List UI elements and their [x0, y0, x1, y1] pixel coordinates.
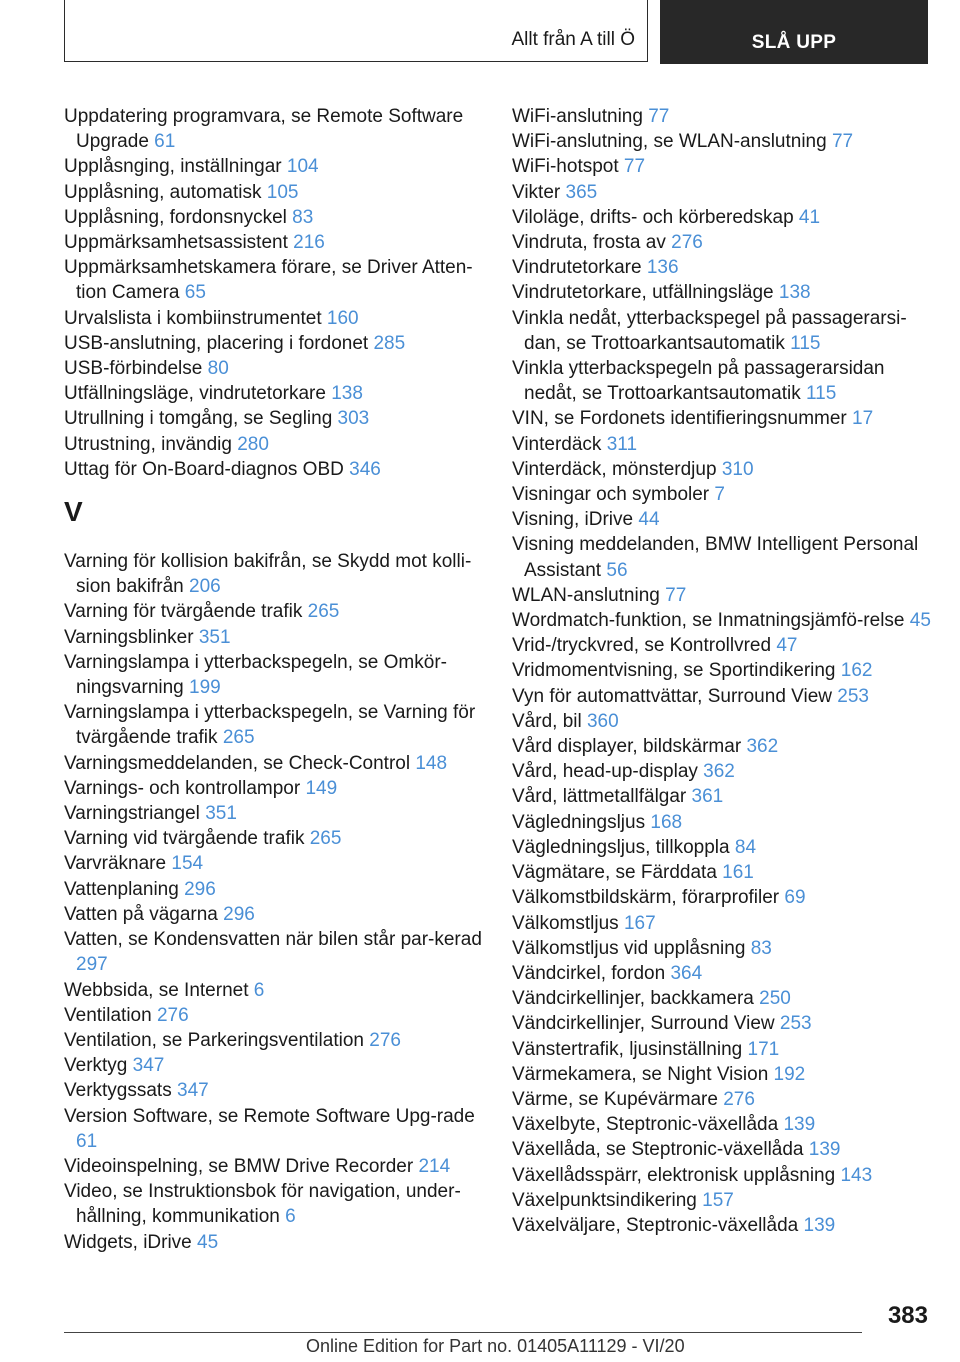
page-reference-link[interactable]: 6 — [285, 1206, 296, 1228]
page-reference-link[interactable]: 139 — [783, 1114, 816, 1136]
index-entry — [512, 885, 932, 910]
page-reference-link[interactable]: 47 — [776, 635, 798, 657]
index-entry — [64, 104, 484, 154]
page-reference-link[interactable]: 276 — [156, 1004, 189, 1026]
index-entry — [512, 1137, 932, 1162]
index-entry-text: Värmekamera, se Night Vision — [512, 1063, 769, 1085]
page-reference-link[interactable]: 280 — [237, 433, 269, 455]
footer-edition: Online Edition for Part no. 01405A11129 - VI/20 — [306, 1336, 685, 1356]
index-entry — [512, 1112, 932, 1137]
index-entry — [512, 608, 932, 633]
footer-divider — [64, 1332, 862, 1333]
index-entry-text: Upplåsnging, inställningar — [64, 156, 282, 178]
page-reference-link[interactable]: 77 — [665, 584, 687, 606]
page-reference-link[interactable]: 276 — [369, 1029, 401, 1051]
page-reference-link[interactable]: 296 — [184, 878, 216, 900]
page-reference-link[interactable]: 104 — [286, 156, 319, 178]
page-reference-link[interactable]: 162 — [840, 660, 873, 682]
page-reference-link[interactable]: 361 — [691, 786, 724, 808]
page-reference-link[interactable]: 285 — [373, 332, 406, 354]
index-entry — [64, 406, 484, 431]
index-entry-text: Ventilation, se Parkeringsventilation — [64, 1029, 364, 1051]
page-reference-link[interactable]: 83 — [750, 937, 772, 959]
page-reference-link[interactable]: 7 — [714, 484, 725, 506]
index-entry — [512, 1188, 932, 1213]
page-reference-link[interactable]: 41 — [798, 206, 821, 228]
index-entry-text: Vinterdäck — [512, 433, 602, 455]
page-reference-link[interactable]: 148 — [415, 752, 448, 774]
index-entry-text: Varning vid tvärgående trafik — [64, 828, 305, 850]
page-reference-link[interactable]: 61 — [76, 1130, 98, 1152]
index-entry — [64, 205, 484, 230]
index-entry-text: Växellåda, se Steptronic-växellåda — [512, 1139, 804, 1161]
index-entry-text: Utrullning i tomgång, se Segling — [64, 408, 333, 430]
index-entry — [512, 482, 932, 507]
index-entry — [512, 633, 932, 658]
page-reference-link[interactable]: 360 — [586, 710, 619, 732]
page-reference-link[interactable]: 206 — [189, 576, 221, 598]
page-reference-link[interactable]: 199 — [189, 677, 221, 699]
index-entry-text: WiFi-anslutning, se WLAN-anslutning — [512, 131, 827, 153]
page-reference-link[interactable]: 351 — [205, 803, 237, 825]
page-reference-link[interactable]: 347 — [177, 1080, 209, 1102]
page-reference-link[interactable]: 45 — [197, 1231, 219, 1253]
top-navigation — [64, 0, 928, 64]
page-reference-link[interactable]: 161 — [722, 862, 754, 884]
index-entry-text: Växelpunktsindikering — [512, 1189, 697, 1211]
page-reference-link[interactable]: 157 — [702, 1189, 734, 1211]
index-entry — [512, 709, 932, 734]
index-entry — [64, 1154, 484, 1179]
index-entry — [512, 457, 932, 482]
index-entry — [512, 734, 932, 759]
index-entry — [512, 154, 932, 179]
index-entry-text: Uppmärksamhetsassistent — [64, 232, 288, 254]
index-column-right — [512, 104, 932, 1238]
index-entry-text: Välkomstljus vid upplåsning — [512, 937, 746, 959]
index-entry — [64, 751, 484, 776]
index-entry — [512, 280, 932, 305]
index-entry — [512, 961, 932, 986]
index-entry-text: Vinterdäck, mönsterdjup — [512, 458, 717, 480]
index-entry — [64, 356, 484, 381]
page-reference-link[interactable]: 365 — [565, 181, 598, 203]
index-entry — [64, 978, 484, 1003]
index-entry-text: Vändcirkel, fordon — [512, 962, 666, 984]
index-entry — [512, 306, 932, 356]
index-entry-text: Visning meddelanden, BMW Intelligent Personal Assistant — [512, 534, 919, 581]
index-entry-text: Vridmomentvisning, se Sportindikering — [512, 660, 836, 682]
index-entry — [512, 658, 932, 683]
index-entry-text: Varningslampa i ytterbackspegeln, se Omkör‐ningsvarning — [64, 651, 447, 699]
page-reference-link[interactable]: 216 — [293, 232, 325, 254]
page-reference-link[interactable]: 115 — [806, 383, 837, 405]
index-entry-text: Vändcirkellinjer, Surround View — [512, 1013, 775, 1035]
index-entry — [512, 784, 932, 809]
index-entry-text: Version Software, se Remote Software Upg‐rade — [64, 1105, 475, 1127]
page-reference-link[interactable]: 69 — [784, 887, 806, 909]
page-reference-link[interactable]: 192 — [773, 1063, 806, 1085]
page-reference-link[interactable]: 115 — [790, 332, 821, 354]
index-entry-text: Växelväljare, Steptronic-växellåda — [512, 1214, 799, 1236]
index-entry — [64, 549, 484, 599]
index-entry-text: WiFi-hotspot — [512, 156, 619, 178]
index-entry-text: Uttag för On-Board-diagnos OBD — [64, 458, 344, 480]
index-entry-text: Upplåsning, automatisk — [64, 181, 262, 203]
page-reference-link[interactable]: 253 — [837, 685, 869, 707]
page-reference-link[interactable]: 311 — [606, 433, 638, 455]
index-entry — [64, 1104, 484, 1154]
index-entry-text: Vård displayer, bildskärmar — [512, 736, 742, 758]
index-entry — [512, 1037, 932, 1062]
index-entry-text: Varningslampa i ytterbackspegeln, se Varning för tvärgående trafik — [64, 702, 476, 749]
page-reference-link[interactable]: 346 — [349, 458, 381, 480]
page-reference-link[interactable]: 77 — [648, 106, 670, 127]
index-entry — [64, 180, 484, 205]
index-entry-text: Vatten, se Kondensvatten när bilen står par‐kerad — [64, 929, 482, 951]
index-entry-text: Utrustning, invändig — [64, 433, 232, 455]
index-entry-text: Växelbyte, Steptronic-växellåda — [512, 1114, 779, 1136]
index-entry — [64, 230, 484, 255]
index-entry — [512, 432, 932, 457]
index-entry-text: Varningstriangel — [64, 803, 200, 825]
index-entry — [64, 877, 484, 902]
index-entry-text: Uppdatering programvara, se Remote Software Upgrade — [64, 106, 464, 153]
page-reference-link[interactable]: 17 — [852, 408, 874, 430]
index-letter-heading: V — [64, 496, 83, 528]
index-entry — [512, 255, 932, 280]
index-entry — [64, 851, 484, 876]
index-entry — [512, 1213, 932, 1238]
page-reference-link[interactable]: 154 — [171, 853, 204, 875]
index-entry — [512, 911, 932, 936]
page-reference-link[interactable]: 362 — [703, 761, 735, 783]
index-entry-text: Vatten på vägarna — [64, 903, 218, 925]
page-reference-link[interactable]: 276 — [671, 232, 703, 254]
index-entry-text: Vård, head-up-display — [512, 761, 698, 783]
index-entry — [64, 1078, 484, 1103]
index-entry-text: Välkomstljus — [512, 912, 619, 934]
index-entry — [512, 205, 932, 230]
page-reference-link[interactable]: 136 — [646, 257, 679, 279]
index-entry-text: Visningar och symboler — [512, 484, 710, 506]
index-entry-text: Vrid-/tryckvred, se Kontrollvred — [512, 635, 772, 657]
index-entry-text: Vägmätare, se Färddata — [512, 862, 717, 884]
page-reference-link[interactable]: 44 — [638, 509, 660, 531]
index-entry-text: WLAN-anslutning — [512, 584, 660, 606]
index-entry — [512, 986, 932, 1011]
page-reference-link[interactable]: 347 — [132, 1055, 165, 1077]
index-entry-text: Utfällningsläge, vindrutetorkare — [64, 383, 326, 405]
index-entry-text: Verktygssats — [64, 1080, 172, 1102]
index-entry-text: Varningsblinker — [64, 626, 194, 648]
index-entry-text: Vård, lättmetallfälgar — [512, 786, 687, 808]
page-reference-link[interactable]: 77 — [623, 156, 646, 178]
index-entry-text: Vikter — [512, 181, 561, 203]
page-reference-link[interactable]: 6 — [253, 979, 265, 1001]
index-entry — [64, 801, 484, 826]
index-entry-text: Vägledningsljus — [512, 811, 646, 833]
index-entry — [64, 776, 484, 801]
index-entry — [512, 180, 932, 205]
index-entry-text: Uppmärksamhetskamera förare, se Driver Atten‐tion Camera — [64, 257, 473, 304]
index-entry-text: Vindruta, frosta av — [512, 232, 666, 254]
page-reference-link[interactable]: 310 — [721, 458, 754, 480]
index-entry — [64, 1230, 484, 1255]
index-entry — [512, 532, 932, 582]
index-entry-text: Växellådsspärr, elektronisk upplåsning — [512, 1164, 836, 1186]
index-entry-text: Varvräknare — [64, 853, 167, 875]
page-reference-link[interactable]: 265 — [222, 727, 255, 749]
index-entry — [64, 1028, 484, 1053]
index-entry — [512, 1163, 932, 1188]
tab-lookup[interactable]: SLÅ UPP — [660, 0, 928, 64]
page-reference-link[interactable]: 296 — [223, 903, 255, 925]
index-entry — [512, 860, 932, 885]
page-reference-link[interactable]: 149 — [305, 777, 338, 799]
index-entry-text: Vändcirkellinjer, backkamera — [512, 988, 754, 1010]
index-entry — [512, 1011, 932, 1036]
index-entry-text: Vinkla ytterbackspegeln på passagerarsidan nedåt, se Trottoarkantsautomatik — [512, 358, 885, 405]
page-reference-link[interactable]: 171 — [747, 1038, 780, 1060]
page-reference-link[interactable]: 45 — [909, 610, 931, 632]
index-entry — [64, 599, 484, 624]
index-entry-text: WiFi-anslutning — [512, 106, 643, 127]
index-entry — [64, 700, 484, 750]
index-entry — [512, 810, 932, 835]
index-entry-text: Widgets, iDrive — [64, 1231, 192, 1253]
index-entry-text: Varnings- och kontrollampor — [64, 777, 301, 799]
page-reference-link[interactable]: 56 — [606, 559, 628, 581]
index-entry-text: Verktyg — [64, 1055, 128, 1077]
index-entry — [64, 625, 484, 650]
index-entry-text: Vindrutetorkare — [512, 257, 642, 279]
page-reference-link[interactable]: 351 — [198, 626, 231, 648]
page-reference-link[interactable]: 362 — [746, 736, 779, 758]
page-reference-link[interactable]: 80 — [207, 358, 229, 380]
index-entry — [64, 927, 484, 977]
index-entry — [64, 1179, 484, 1229]
index-entry-text: Upplåsning, fordonsnyckel — [64, 206, 287, 228]
index-entry — [64, 331, 484, 356]
index-entry-text: Vänstertrafik, ljusinställning — [512, 1038, 743, 1060]
index-entry — [64, 154, 484, 179]
index-entry-text: Urvalslista i kombiinstrumentet — [64, 307, 322, 329]
index-entry-text: Videoinspelning, se BMW Drive Recorder — [64, 1155, 414, 1177]
page-reference-link[interactable]: 160 — [326, 307, 359, 329]
index-entry — [512, 759, 932, 784]
index-entry — [64, 457, 484, 482]
index-entry-text: VIN, se Fordonets identifieringsnummer — [512, 408, 847, 430]
index-entry-text: Värme, se Kupévärmare — [512, 1088, 718, 1110]
page-number: 383 — [887, 1302, 928, 1329]
page-reference-link[interactable]: 265 — [307, 601, 340, 623]
index-entry — [64, 650, 484, 700]
index-entry-text: Visning, iDrive — [512, 509, 634, 531]
index-entry — [512, 835, 932, 860]
index-entry — [512, 129, 932, 154]
page-reference-link[interactable]: 214 — [418, 1155, 451, 1177]
index-entry — [512, 104, 932, 129]
page-reference-link[interactable]: 77 — [831, 131, 854, 153]
index-entry-text: Vyn för automattvättar, Surround View — [512, 685, 833, 707]
index-entry — [64, 902, 484, 927]
index-entry-text: Vård, bil — [512, 710, 582, 732]
index-entry-text: Välkomstbildskärm, förarprofiler — [512, 887, 780, 909]
page-reference-link[interactable]: 139 — [803, 1214, 836, 1236]
index-entry — [64, 255, 484, 305]
page-reference-link[interactable]: 250 — [759, 988, 791, 1010]
index-entry-text: Wordmatch-funktion, se Inmatningsjämfö‐relse — [512, 610, 905, 632]
page-reference-link[interactable]: 265 — [309, 828, 342, 850]
index-entry — [64, 826, 484, 851]
index-entry-text: USB-förbindelse — [64, 358, 203, 380]
index-entry — [64, 1053, 484, 1078]
index-entry — [512, 936, 932, 961]
index-entry-text: Ventilation — [64, 1004, 152, 1026]
index-entry-text: Varningsmeddelanden, se Check-Control — [64, 752, 411, 774]
index-column-left — [64, 104, 484, 1255]
index-entry-text: Video, se Instruktionsbok för navigation, under‐hållning, kommunikation — [64, 1181, 461, 1228]
index-entry — [512, 684, 932, 709]
page-reference-link[interactable]: 138 — [331, 383, 363, 405]
index-entry-text: Webbsida, se Internet — [64, 979, 249, 1001]
page-reference-link[interactable]: 168 — [650, 811, 683, 833]
index-entry — [512, 356, 932, 406]
index-entry-text: USB-anslutning, placering i fordonet — [64, 332, 369, 354]
page-reference-link[interactable]: 303 — [337, 408, 370, 430]
page-reference-link[interactable]: 364 — [670, 962, 703, 984]
index-entry-text: Varning för kollision bakifrån, se Skydd mot kolli‐sion bakifrån — [64, 551, 472, 598]
index-entry-text: Vattenplaning — [64, 878, 179, 900]
index-entry-text: Vinkla nedåt, ytterbackspegel på passagerarsi‐dan, se Trottoarkantsautomatik — [512, 307, 907, 354]
index-entry-text: Vägledningsljus, tillkoppla — [512, 836, 730, 858]
page-reference-link[interactable]: 61 — [154, 131, 176, 153]
index-entry — [512, 1062, 932, 1087]
index-entry-text: Vindrutetorkare, utfällningsläge — [512, 282, 774, 304]
index-entry — [64, 1003, 484, 1028]
page-reference-link[interactable]: 84 — [734, 836, 757, 858]
index-entry — [512, 406, 932, 431]
page-reference-link[interactable]: 276 — [723, 1088, 755, 1110]
index-entry — [512, 230, 932, 255]
page-reference-link[interactable]: 143 — [840, 1164, 873, 1186]
page-reference-link[interactable]: 167 — [623, 912, 656, 934]
index-entry — [512, 1087, 932, 1112]
page-reference-link[interactable]: 139 — [808, 1139, 841, 1161]
index-entry — [64, 306, 484, 331]
page-reference-link[interactable]: 65 — [184, 282, 206, 304]
page-reference-link[interactable]: 253 — [779, 1013, 812, 1035]
page-reference-link[interactable]: 105 — [266, 181, 299, 203]
tab-a-to-z[interactable]: Allt från A till Ö — [64, 0, 648, 62]
index-entry-text: Varning för tvärgående trafik — [64, 601, 303, 623]
index-entry — [512, 507, 932, 532]
page-reference-link[interactable]: 83 — [292, 206, 314, 228]
index-entry — [512, 583, 932, 608]
index-entry-text: Viloläge, drifts- och körberedskap — [512, 206, 794, 228]
index-entry — [64, 432, 484, 457]
index-entry — [64, 381, 484, 406]
page-reference-link[interactable]: 297 — [76, 954, 108, 976]
page-reference-link[interactable]: 138 — [778, 282, 811, 304]
